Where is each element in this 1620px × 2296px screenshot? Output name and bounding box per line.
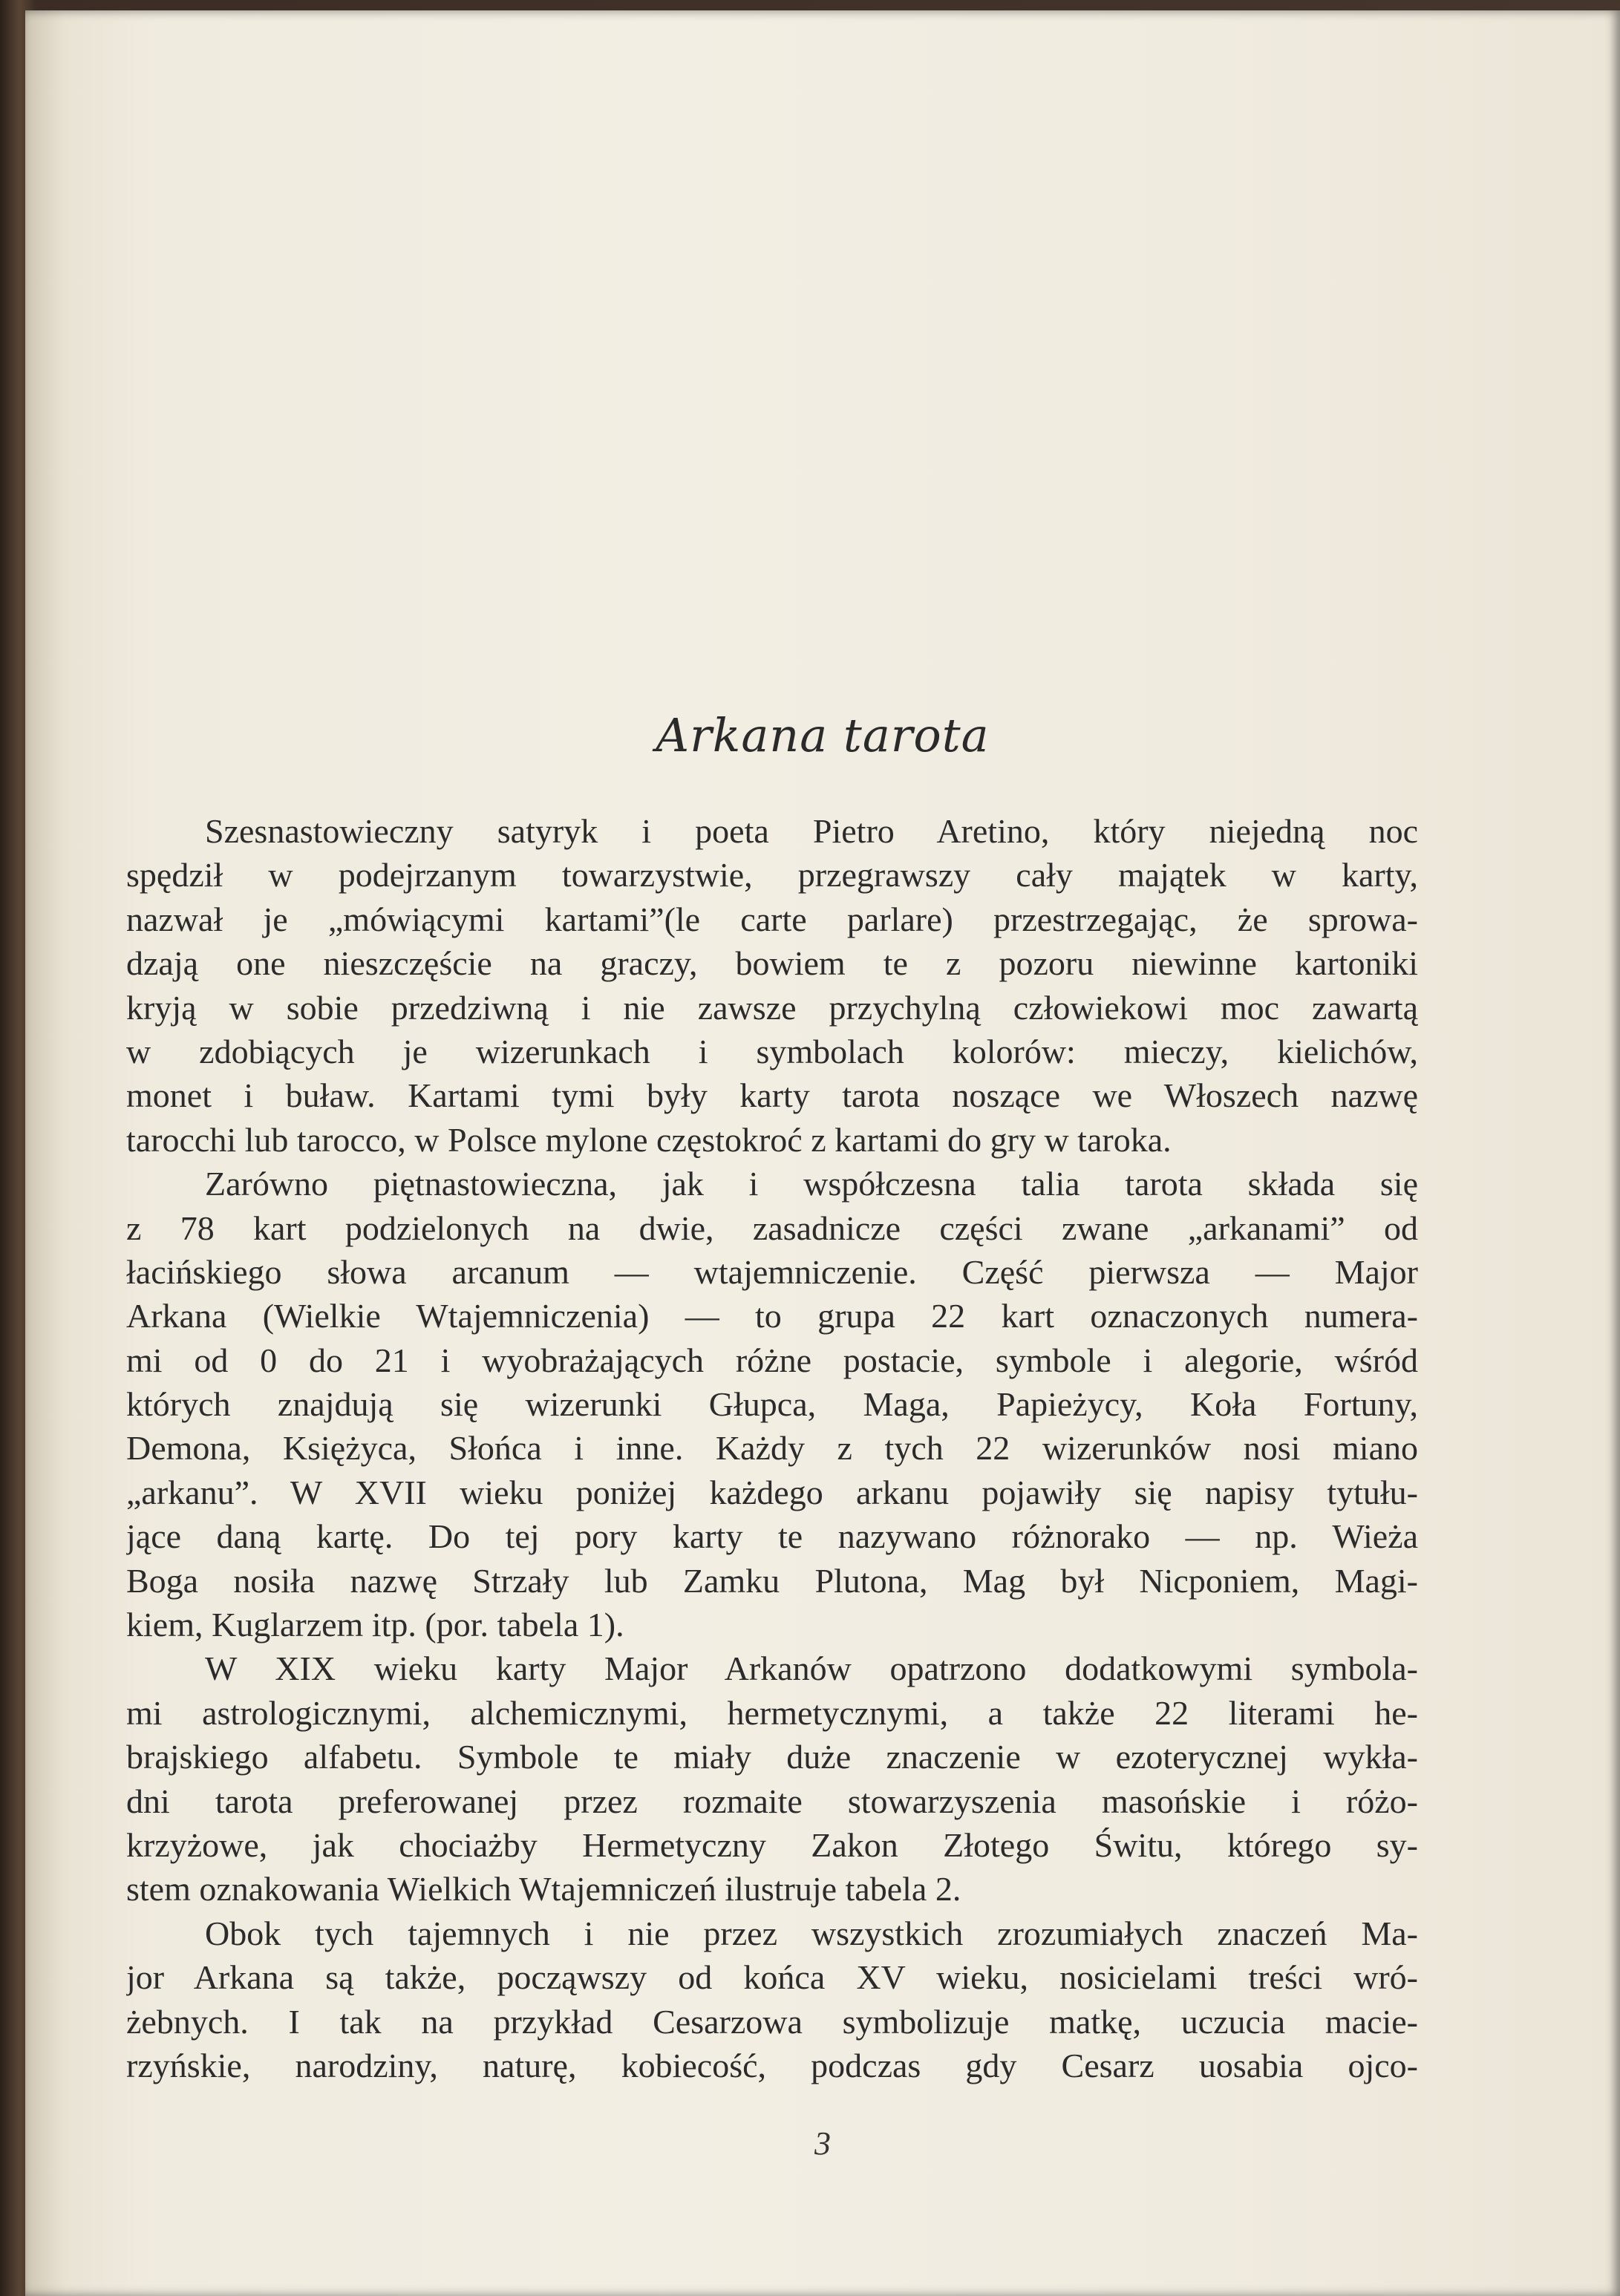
text-line: Boga nosiła nazwę Strzały lub Zamku Plutona, Mag był Nicponiem, Magi- [126,1561,1418,1600]
text-line: dni tarota preferowanej przez rozmaite stowarzyszenia masońskie i różo- [126,1782,1418,1820]
text-line: spędził w podejrzanym towarzystwie, przegrawszy cały majątek w karty, [126,856,1418,894]
text-line: kryją w sobie przedziwną i nie zawsze przychylną człowiekowi moc zawartą [126,988,1418,1027]
chapter-title: Arkana tarota [656,708,990,762]
text-line: dzają one nieszczęście na graczy, bowiem te z pozoru niewinne kartoniki [126,944,1418,983]
text-line: W XIX wieku karty Major Arkanów opatrzono dodatkowymi symbola- [205,1649,1418,1688]
body-text [126,809,1418,2087]
text-line: z 78 kart podzielonych na dwie, zasadnicze części zwane „arkanami” od [126,1208,1418,1247]
text-line: jor Arkana są także, począwszy od końca XV wieku, nosicielami treści wró- [126,1958,1418,1997]
text-line: Szesnastowieczny satyryk i poeta Pietro Aretino, który niejedną noc [205,812,1418,850]
text-line: „arkanu”. W XVII wieku poniżej każdego arkanu pojawiły się napisy tytułu- [126,1473,1418,1511]
text-line: brajskiego alfabetu. Symbole te miały duże znaczenie w ezoterycznej wykła- [126,1738,1418,1776]
text-line: w zdobiących je wizerunkach i symbolach kolorów: mieczy, kielichów, [126,1032,1418,1070]
text-line: Obok tych tajemnych i nie przez wszystkich zrozumiałych znaczeń Ma- [205,1914,1418,1952]
text-line: jące daną kartę. Do tej pory karty te nazywano różnorako — np. Wieża [126,1517,1418,1556]
text-line: rzyńskie, narodziny, naturę, kobiecość, podczas gdy Cesarz uosabia ojco- [126,2046,1418,2084]
text-line: stem oznakowania Wielkich Wtajemniczeń ilustruje tabela 2. [126,1870,961,1909]
text-line: Arkana (Wielkie Wtajemniczenia) — to grupa 22 kart oznaczonych numera- [126,1297,1418,1335]
text-line: łacińskiego słowa arcanum — wtajemniczenie. Część pierwsza — Major [126,1252,1418,1291]
text-line: nazwał je „mówiącymi kartami”(le carte parlare) przestrzegając, że sprowa- [126,900,1418,938]
text-line: kiem, Kuglarzem itp. (por. tabela 1). [126,1606,624,1644]
text-line: mi astrologicznymi, alchemicznymi, hermetycznymi, a także 22 literami he- [126,1693,1418,1732]
text-line: Demona, Księżyca, Słońca i inne. Każdy z tych 22 wizerunków nosi miano [126,1429,1418,1468]
text-line: Zarówno piętnastowieczna, jak i współczesna talia tarota składa się [205,1165,1418,1203]
text-line: tarocchi lub tarocco, w Polsce mylone częstokroć z kartami do gry w taroka. [126,1120,1172,1159]
text-line: krzyżowe, jak chociażby Hermetyczny Zakon Złotego Świtu, którego sy- [126,1825,1418,1864]
text-line: których znajdują się wizerunki Głupca, Maga, Papieżycy, Koła Fortuny, [126,1385,1418,1424]
book-page [25,10,1620,2296]
page-number: 3 [814,2125,831,2162]
text-line: monet i buław. Kartami tymi były karty tarota noszące we Włoszech nazwę [126,1076,1418,1115]
text-line: mi od 0 do 21 i wyobrażających różne postacie, symbole i alegorie, wśród [126,1341,1418,1379]
text-line: żebnych. I tak na przykład Cesarzowa symbolizuje matkę, uczucia macie- [126,2002,1418,2041]
